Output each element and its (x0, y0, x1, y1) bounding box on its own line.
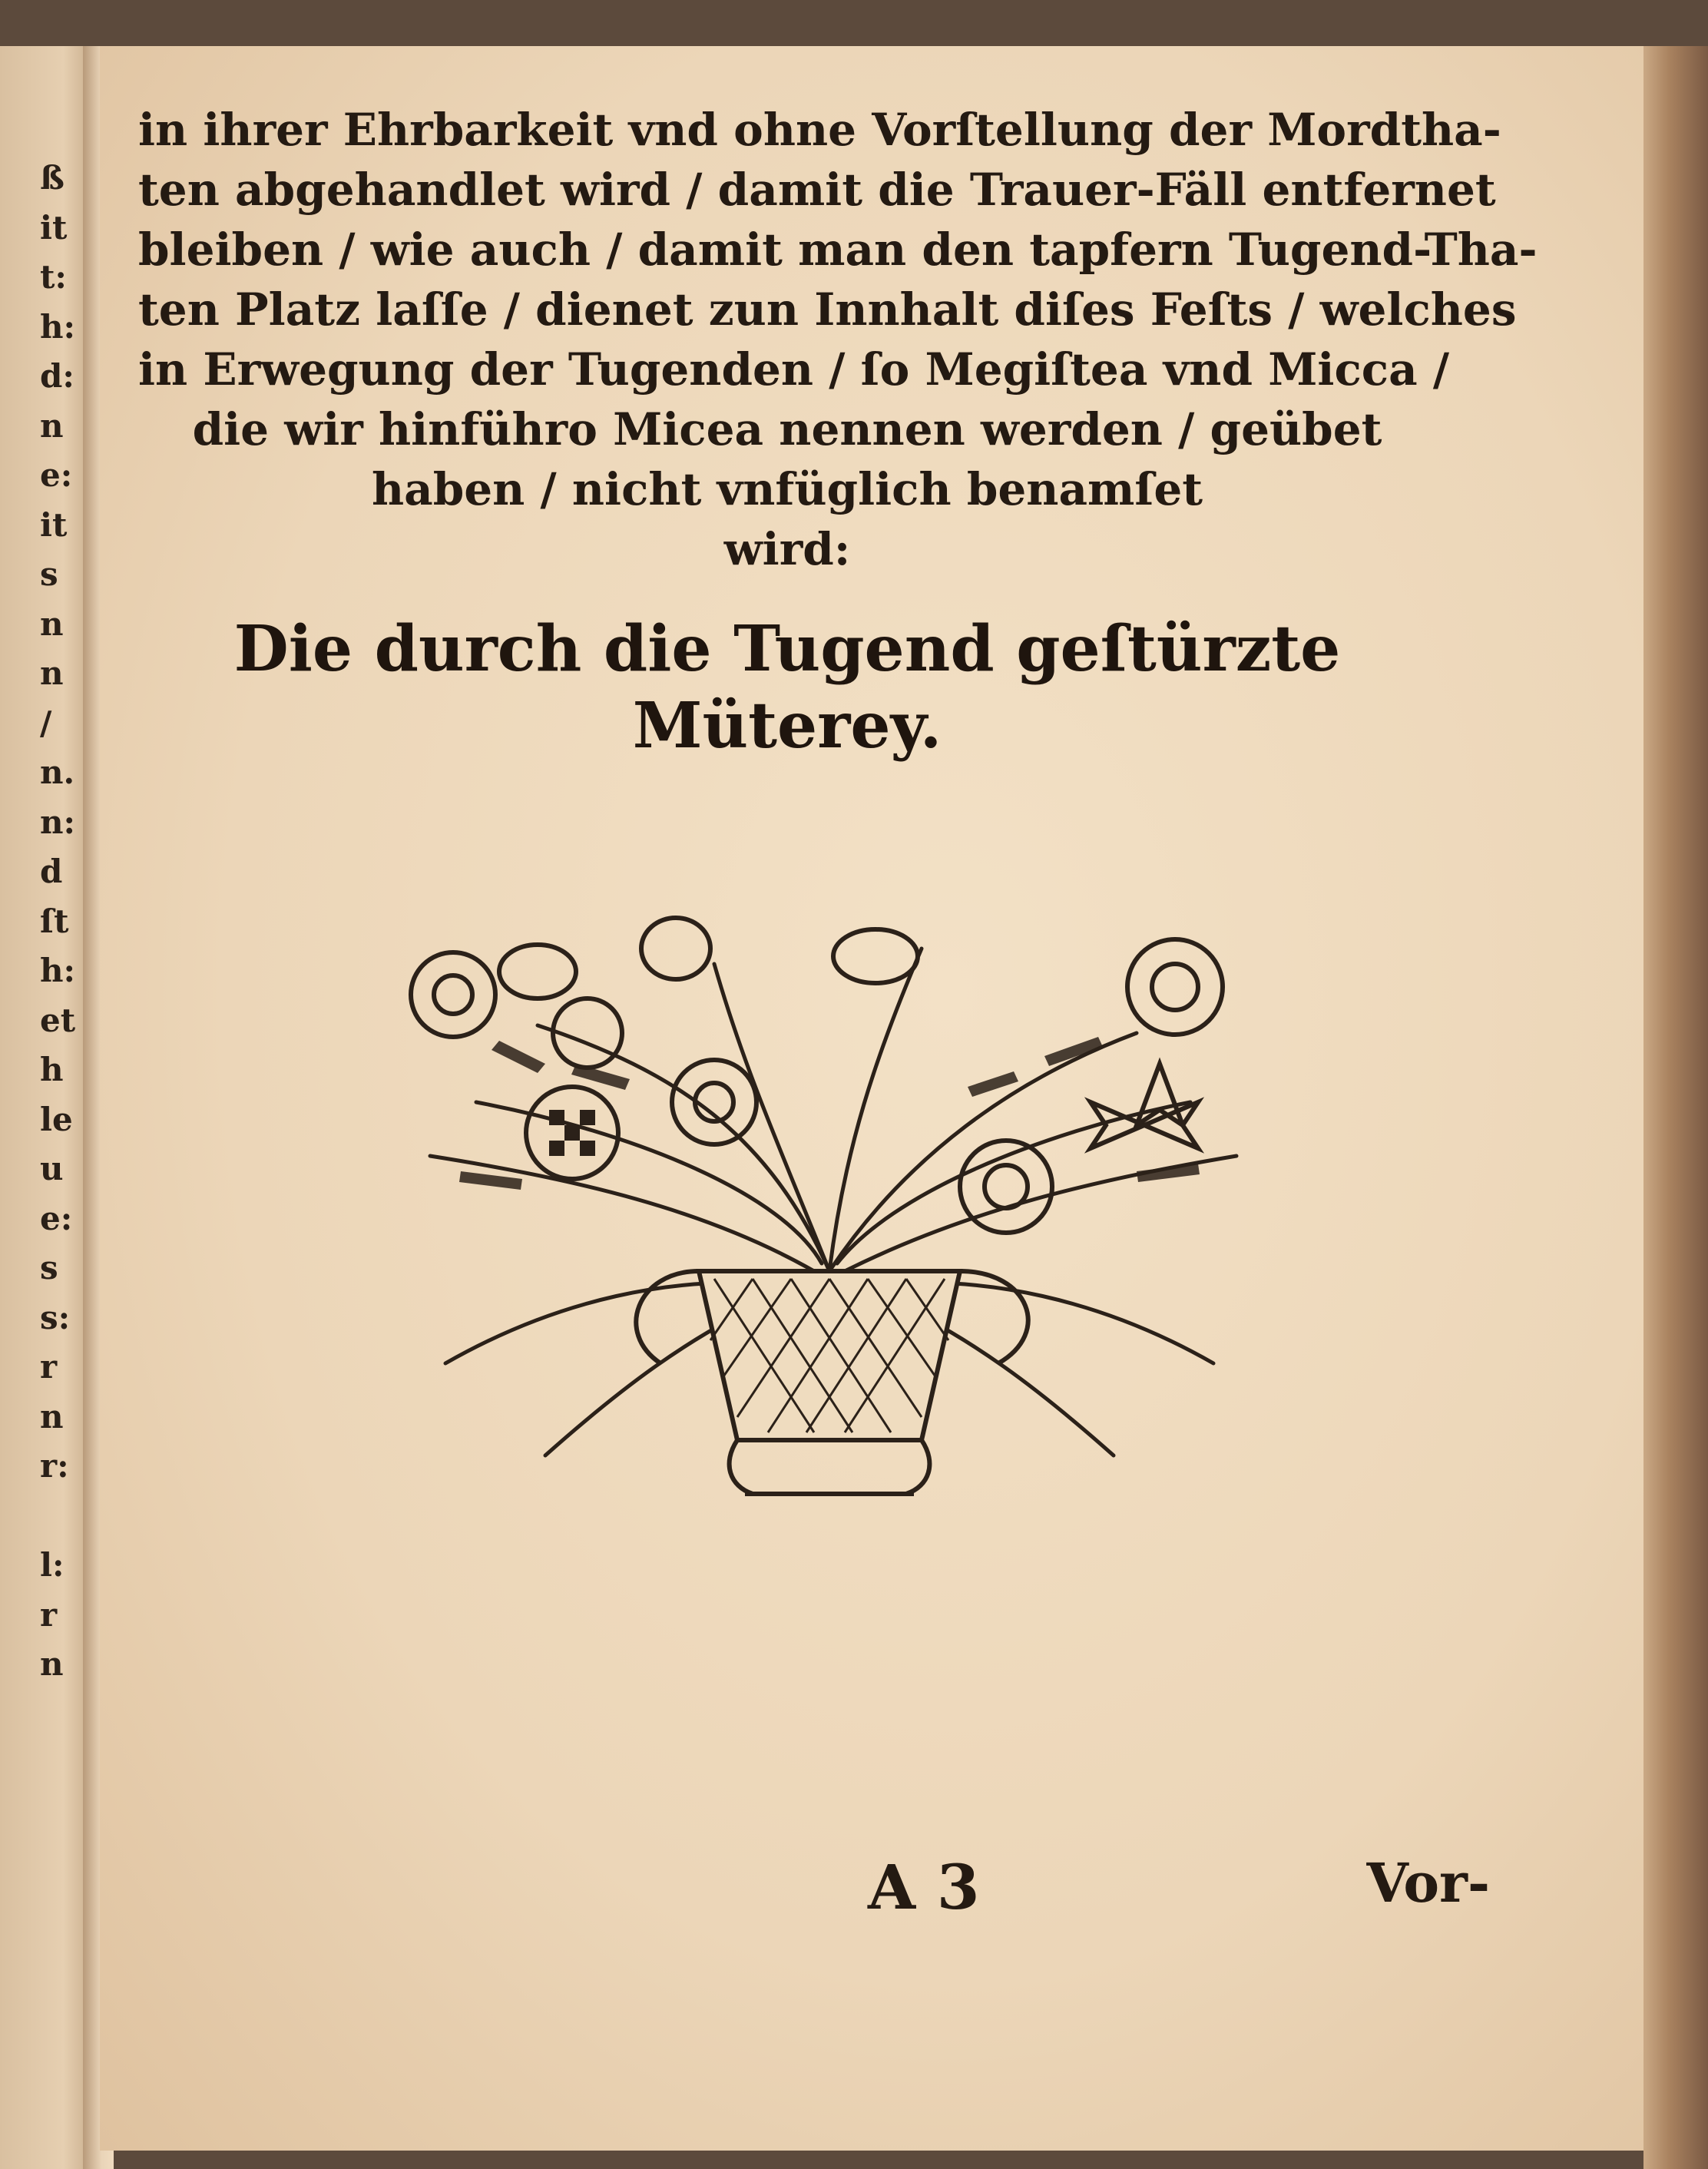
margin-fragment: n (40, 406, 64, 445)
margin-fragment: e: (40, 1199, 73, 1237)
page-footer (138, 1851, 1490, 1936)
body-line: ten abgehandlet wird / damit die Trauer-Fäll entfernet (138, 164, 1496, 216)
margin-fragment: h: (40, 952, 76, 989)
margin-fragment: n (40, 1397, 64, 1436)
page-edge (1643, 46, 1708, 2169)
margin-fragment: s (40, 555, 58, 593)
margin-fragment: n (40, 1645, 64, 1683)
margin-fragment: e: (40, 456, 73, 494)
left-page (0, 46, 91, 2169)
margin-fragment: t: (40, 258, 67, 296)
catchword: Vor- (1366, 1851, 1490, 1915)
margin-fragment: h: (40, 307, 76, 346)
margin-fragment: / (40, 704, 52, 742)
body-text (138, 100, 1538, 579)
body-line: bleiben / wie auch / damit man den tapfern Tugend-Tha- (138, 224, 1538, 276)
margin-fragment: d: (40, 357, 74, 395)
margin-fragment: r: (40, 1447, 69, 1485)
margin-fragment: h (40, 1051, 64, 1088)
margin-fragment: s: (40, 1298, 71, 1336)
body-line: in ihrer Ehrbarkeit vnd ohne Vorſtellung der Mordtha- (138, 104, 1501, 156)
body-line: wird: (723, 523, 851, 575)
margin-fragment: n. (40, 753, 75, 791)
body-line: die wir hinführo Micea nennen werden / geübet (192, 403, 1382, 455)
margin-fragment: u (40, 1150, 64, 1187)
body-line: ten Platz laſſe / dienet zun Innhalt diſes Feſts / welches (138, 283, 1517, 336)
margin-fragment: l: (40, 1546, 65, 1584)
margin-fragment: r (40, 1348, 58, 1386)
flower-basket-woodcut-icon (384, 902, 1275, 1502)
margin-fragment: ſt (40, 902, 69, 940)
title-line-2: Müterey. (632, 689, 942, 763)
margin-fragment: ß (40, 159, 65, 197)
margin-fragment: n: (40, 803, 76, 841)
signature-mark: A 3 (868, 1851, 980, 1923)
body-line: in Erwegung der Tugenden / ſo Megiſtea vnd Micca / (138, 343, 1450, 396)
margin-fragment: n (40, 604, 64, 643)
margin-fragment: le (40, 1100, 73, 1138)
margin-fragment: n (40, 654, 64, 692)
title-line-1: Die durch die Tugend geſtürzte (233, 612, 1341, 686)
margin-fragment: it (40, 208, 68, 247)
margin-fragment: d (40, 853, 63, 890)
section-title (138, 611, 1436, 764)
margin-fragment: s (40, 1249, 58, 1286)
margin-fragment: r (40, 1595, 58, 1634)
margin-fragment: et (40, 1001, 76, 1039)
body-line: haben / nicht vnfüglich benamſet (371, 463, 1203, 515)
margin-fragment: it (40, 505, 68, 544)
